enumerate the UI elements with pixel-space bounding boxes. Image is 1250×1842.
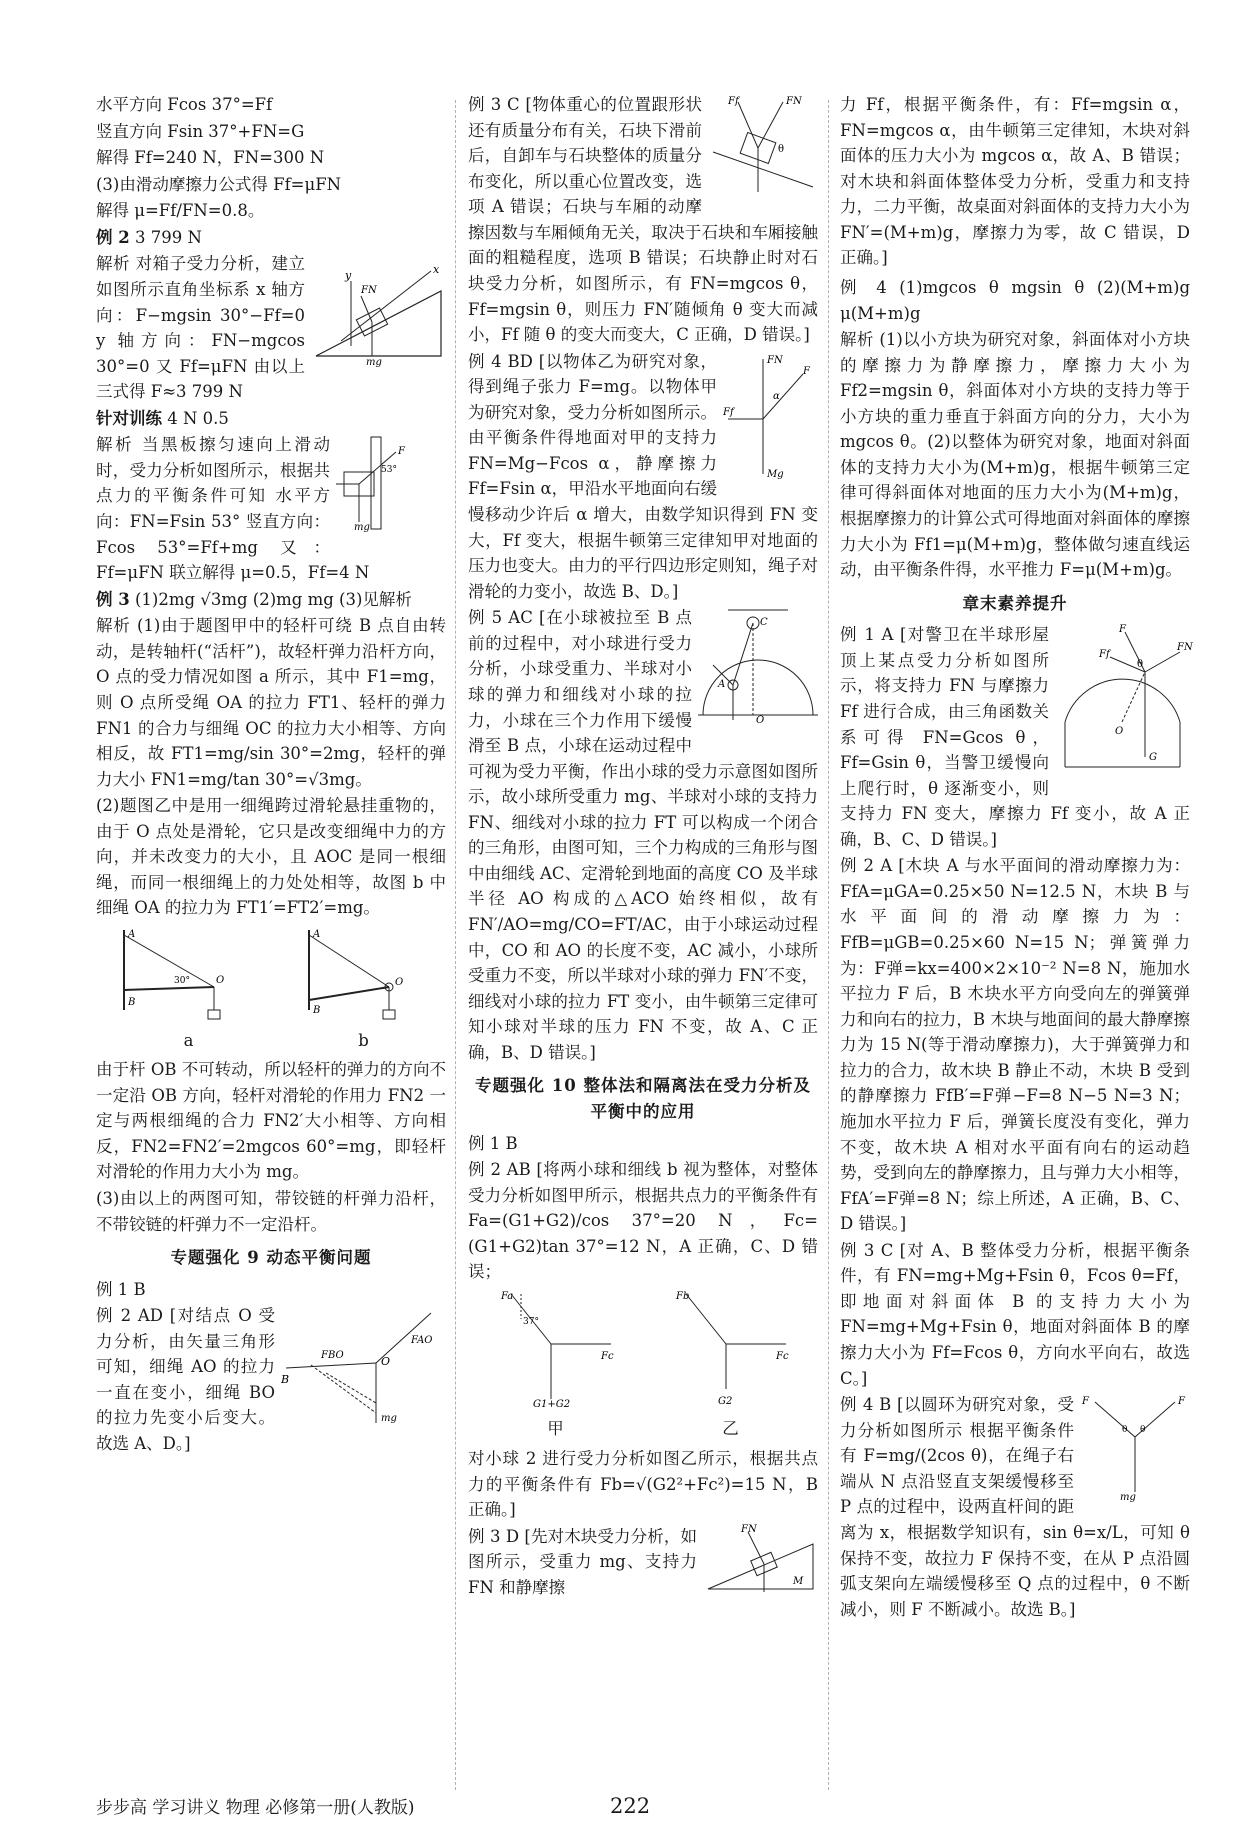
svg-text:y: y [345, 269, 352, 283]
svg-text:G2: G2 [717, 1395, 732, 1407]
col1-line2: 竖直方向 Fsin 37°+FN=G [96, 121, 305, 141]
svg-text:FN: FN [767, 354, 783, 366]
svg-text:FN: FN [361, 285, 377, 297]
column-3 [840, 92, 1193, 1623]
rod-figure-a [114, 925, 264, 1053]
training-answer: 4 N 0.5 [167, 408, 229, 428]
svg-text:θ: θ [1122, 1425, 1128, 1436]
section-10-example-1: 例 1 B [468, 1133, 518, 1153]
page-number: 222 [610, 1794, 651, 1818]
figure-jia-caption: 甲 [547, 1419, 564, 1439]
svg-text:O: O [394, 977, 403, 988]
section-9-example-1: 例 1 B [96, 1279, 146, 1299]
column-1 [96, 92, 446, 1458]
svg-text:α: α [773, 390, 780, 402]
chapter-example-3: 例 3 C [对 A、B 整体受力分析，根据平衡条件，有 FN=mg+Mg+Fsin θ，Fcos θ=Ff，即地面对斜面体 B 的支持力大小为 FN=mg+Mg+Fsin θ，地面对斜面体 B 的摩擦力大小为 Ff=Fcos θ，方向水平向右，故选 C。] [840, 1240, 1190, 1388]
example-2-solution: 解析 对箱子受力分析，建立如图所示直角坐标系 x 轴方向：F−mgsin 30°−Ff=0 y 轴方向：FN−mgcos 30°=0 又 Ff=μFN 由以上三式得 F≈3 799 N [96, 254, 305, 402]
hinged-rod-figure [114, 925, 264, 1020]
svg-text:53°: 53° [381, 465, 397, 476]
svg-text:B: B [312, 1005, 320, 1016]
svg-text:A: A [312, 929, 320, 940]
svg-text:A: A [718, 679, 726, 691]
svg-text:Ff: Ff [723, 406, 734, 418]
svg-text:Fc: Fc [775, 1350, 789, 1362]
training-solution: 解析 当黑板擦匀速向上滑动时，受力分析如图所示，根据共点力的平衡条件可知 水平方向：FN=Fsin 53° 竖直方向：Fcos 53°=Ff+mg 又：Ff=μFN 联立解得 μ=0.5，Ff=4 N [96, 435, 370, 583]
svg-text:G1+G2: G1+G2 [532, 1398, 570, 1410]
box-incline-force-figure [311, 251, 446, 369]
svg-text:O: O [381, 1355, 391, 1369]
whole-body-force-figure [491, 1289, 621, 1409]
ring-rope-figure [1080, 1392, 1190, 1502]
svg-text:FN: FN [741, 1523, 757, 1535]
svg-text:O: O [215, 975, 224, 986]
svg-text:FN: FN [786, 96, 802, 107]
svg-text:Fc: Fc [600, 1350, 614, 1362]
svg-text:37°: 37° [522, 1316, 539, 1327]
section-9-example-2: 例 2 AD [对结点 O 受力分析，由矢量三角形可知，细绳 AO 的拉力一直在变小，细绳 BO 的拉力先变小后变大。故选 A、D。] [96, 1306, 275, 1453]
svg-text:θ: θ [1137, 659, 1144, 671]
example-3-solution-1: 解析 (1)由于题图甲中的轻杆可绕 B 点自由转动，是转轴杆(“活杆”)，故轻杆弹力沿杆方向，O 点的受力情况如图 a 所示，其中 F1=mg，则 O 点所受绳 OA 的拉力 FT1、轻杆的弹力 FN1 的合力与细绳 OC 的拉力大小相等、方向相反，故 FT1=mg/sin 30°=2mg，轻杆的弹力大小 FN1=mg/tan 30°=√3mg。 [96, 616, 446, 789]
hemisphere-ball-figure [698, 605, 818, 730]
section-10-example-2b: 对小球 2 进行受力分析如图乙所示，根据共点力的平衡条件有 Fb=√(G2²+Fc²)=15 N，B 正确。] [468, 1449, 818, 1520]
svg-text:O: O [1115, 726, 1124, 738]
svg-text:M: M [793, 1575, 804, 1587]
chapter-example-2: 例 2 A [木块 A 与水平面间的滑动摩擦力为：FfA=μGA=0.25×50 N=12.5 N，木块 B 与水平面间的滑动摩擦力为：FfB=μGB=0.25×60 N=15 N；弹簧弹力为：F弹=kx=400×2×10⁻² N=8 N，施加水平拉力 F 后，B 木块水平方向受向左的弹簧弹力和向右的拉力，B 木块与地面间的最大静摩擦力为 15 N(等于滑动摩擦力)，大于弹簧弹力和拉力的合力，故木块 B 静止不动，木块 B 受到的静摩擦力 FfB′=F弹−F=8 N−5 N=3 N；施加水平拉力 F 后，弹簧长度没有变化，弹力不变，故木块 A 相对水平面有向右的运动趋势，受到向左的静摩擦力，且与弹力大小相等，FfA′=F弹=8 N；综上所述，A 正确，B、C、D 错误。] [840, 856, 1190, 1234]
guard-on-dome-figure [1055, 622, 1193, 772]
example-2-label: 例 2 [96, 227, 130, 247]
svg-text:F: F [1119, 624, 1126, 636]
col2-example-3: 例 3 C [物体重心的位置跟形状还有质量分布有关，石块下滑前后，自卸车与石块整体的质量分布变化，所以重心位置改变，选项 A 错误；石块与车厢的动摩擦因数与车厢倾角无关，取决于石块和车厢接触面的粗糙程度，选项 B 错误；石块静止时对石块受力分析，如图所示，有 FN=mgcos θ，Ff=mgsin θ，则压力 FN′随倾角 θ 变大而减小，Ff 随 θ 的变大而变大，C 正确，D 错误。] [468, 95, 818, 345]
col2-example-5: 例 5 AC [在小球被拉至 B 点前的过程中，对小球进行受力分析，小球受重力、半球对小球的弹力和细线对小球的拉力，小球在三个力作用下缓慢滑至 B 点，小球在运动过程中可视为受力平衡，作出小球的受力示意图如图所示，故小球所受重力 mg、半球对小球的支持力 FN、细线对小球的拉力 FT 可以构成一个闭合的三角形，由图可知，三个力构成的三角形与图中由细线 AC、定滑轮到地面的高度 CO 及半球半径 AO 构成的△ACO 始终相似，故有 FN′/AO=mg/CO=FT/AC，由于小球运动过程中，CO 和 AO 的长度不变，AC 减小，小球所受重力不变，所以半球对小球的弹力 FN′不变，细线对小球的拉力 FT 变小，由牛顿第三定律可知小球对半球的压力 FN 不变，故 A、C 正确，B、D 错误。] [468, 608, 818, 1062]
svg-text:mg: mg [366, 357, 382, 369]
whole-isolation-figures-row [468, 1289, 818, 1442]
block-on-wedge-figure [703, 1524, 818, 1594]
svg-text:FN: FN [1177, 642, 1193, 654]
example-3-label: 例 3 [96, 589, 130, 609]
svg-text:x: x [433, 263, 440, 277]
section-10-example-2: 例 2 AB [将两小球和细线 b 视为整体，对整体受力分析如图甲所示，根据共点力的平衡条件有 Fa=(G1+G2)/cos 37°=20 N，Fc=(G1+G2)tan 37°=12 N，A 正确，C、D 错误； [468, 1160, 818, 1282]
col1-line1: 水平方向 Fcos 37°=Ff [96, 95, 273, 114]
dump-truck-stone-figure [708, 92, 818, 202]
col1-line3: 解得 Ff=240 N，FN=300 N [96, 148, 325, 168]
training-header [96, 406, 446, 432]
example-3-header [96, 587, 446, 613]
col2-example-4: 例 4 BD [以物体乙为研究对象，得到绳子张力 F=mg。以物体甲为研究对象，受力分析如图所示。由平衡条件得地面对甲的支持力 FN=Mg−Fcos α，静摩擦力 Ff=Fsin α，甲沿水平地面向右缓慢移动少许后 α 增大，由数学知识得到 FN 变大，Ff 变大，根据牛顿第三定律知甲对地面的压力也变大。由力的平行四边形定则知，绳子对滑轮的力变小，故选 B、D。] [468, 351, 818, 601]
svg-text:Fb: Fb [675, 1290, 689, 1302]
knot-vector-triangle-figure [281, 1303, 446, 1428]
example-3-solution-4: (3)由以上的两图可知，带铰链的杆弹力沿杆，不带铰链的杆弹力不一定沿杆。 [96, 1188, 446, 1234]
column-divider-2 [828, 100, 829, 1790]
svg-text:B: B [281, 1373, 290, 1387]
figure-yi-caption: 乙 [722, 1419, 739, 1439]
svg-text:mg: mg [354, 522, 370, 534]
svg-text:θ: θ [1140, 1425, 1146, 1436]
col1-line4: (3)由滑动摩擦力公式得 Ff=μFN [96, 174, 342, 194]
section-10-example-3: 例 3 D [先对木块受力分析，如图所示，受重力 mg、支持力 FN 和静摩擦 [468, 1526, 697, 1597]
col3-example-4-solution: 解析 (1)以小方块为研究对象，斜面体对小方块的摩擦力为静摩擦力，摩擦力大小为 Ff2=mgsin θ，斜面体对小方块的支持力等于小方块的重力垂直于斜面方向的分力，大小为 mgcos θ。(2)以整体为研究对象，地面对斜面体的支持力大小为(M+m)g，根据牛顿第三定律可得斜面体对地面的压力大小为(M+m)g，根据摩擦力的计算公式可得地面对斜面体的摩擦力大小为 Ff1=μ(M+m)g，整体做匀速直线运动，由平衡条件得，水平推力 F=μ(M+m)g。 [840, 330, 1190, 580]
svg-text:θ: θ [778, 144, 785, 155]
rod-figures-row [96, 925, 446, 1053]
svg-text:FAO: FAO [411, 1335, 433, 1347]
svg-text:Ff: Ff [728, 96, 739, 107]
svg-text:FBO: FBO [321, 1350, 344, 1362]
svg-text:mg: mg [381, 1413, 397, 1425]
example-3-solution-3: 由于杆 OB 不可转动，所以轻杆的弹力的方向不一定沿 OB 方向，轻杆对滑轮的作用力 FN2 一定与两根细绳的合力 FN2′大小相等、方向相反，FN2=FN2′=2mgcos 60°=mg，即轻杆对滑轮的作用力大小为 mg。 [96, 1060, 446, 1182]
example-2-header [96, 225, 446, 251]
figure-b-caption: b [358, 1030, 369, 1050]
col3-example-4-header: 例 4 (1)mgcos θ mgsin θ (2)(M+m)g μ(M+m)g [840, 277, 1190, 323]
rod-figure-b [299, 925, 429, 1053]
ball-2-force-figure [666, 1289, 796, 1409]
example-2-answer: 3 799 N [134, 227, 202, 247]
svg-text:F: F [398, 446, 405, 458]
chapter-example-1: 例 1 A [对警卫在半球形屋顶上某点受力分析如图所示，将支持力 FN 与摩擦力 Ff 进行合成，由三角函数关系可得 FN=Gcos θ，Ff=Gsin θ，当警卫缓慢向上爬行时，θ 逐渐变小，则支持力 FN 变大，摩擦力 Ff 变小，故 A 正确，B、C、D 错误。] [840, 625, 1190, 849]
svg-text:G: G [1149, 752, 1157, 764]
svg-text:F: F [803, 365, 810, 377]
svg-text:F: F [1178, 1396, 1185, 1408]
footer-book-title: 步步高 学习讲义 物理 必修第一册(人教版) [96, 1798, 415, 1818]
figure-yi [666, 1289, 796, 1442]
column-divider-1 [455, 100, 456, 1790]
svg-text:F: F [1082, 1396, 1089, 1408]
chapter-example-4: 例 4 B [以圆环为研究对象，受力分析如图所示 根据平衡条件有 F=mg/(2cos θ)，在绳子右端从 N 点沿竖直支架缓慢移至 P 点的过程中，设两直杆间的距离为 x，根据数学知识有，sin θ=x/L，可知 θ 保持不变，故拉力 F 保持不变，在从 P 点沿圆弧支架向左端缓慢移至 Q 点的过程中，θ 不断减小，则 F 不断减小。故选 B。] [840, 1395, 1190, 1619]
svg-text:A: A [127, 929, 135, 940]
svg-text:O: O [756, 715, 765, 727]
example-3-answer: (1)2mg √3mg (2)mg mg (3)见解析 [134, 589, 412, 609]
svg-text:Mg: Mg [767, 468, 784, 480]
svg-text:Ff: Ff [1099, 649, 1110, 661]
training-label: 针对训练 [96, 408, 162, 428]
col1-line5: 解得 μ=Ff/FN=0.8。 [96, 201, 265, 221]
figure-a-caption: a [183, 1030, 194, 1050]
svg-text:B: B [127, 997, 135, 1008]
chapter-review-title: 章末素养提升 [962, 593, 1068, 613]
column-2 [468, 92, 818, 1601]
pulley-rod-figure [299, 925, 429, 1020]
example-3-solution-2: (2)题图乙中是用一细绳跨过滑轮悬挂重物的，由于 O 点处是滑轮，它只是改变细绳中力的方向，并未改变力的大小，且 AOC 是同一根细绳，而同一根细绳上的力处处相等，故图 b 中细绳 OA 的拉力为 FT1′=FT2′=mg。 [96, 796, 446, 918]
blackboard-eraser-figure [336, 432, 446, 532]
svg-text:mg: mg [1120, 1492, 1136, 1504]
svg-text:Fa: Fa [500, 1290, 513, 1302]
rope-object-force-figure [723, 349, 818, 479]
section-9-title: 专题强化 9 动态平衡问题 [170, 1248, 372, 1268]
section-10-title: 专题强化 10 整体法和隔离法在受力分析及平衡中的应用 [475, 1076, 811, 1121]
svg-text:C: C [760, 617, 768, 629]
figure-jia [491, 1289, 621, 1442]
svg-text:30°: 30° [173, 976, 190, 986]
col3-continuation: 力 Ff，根据平衡条件，有：Ff=mgsin α，FN=mgcos α，由牛顿第三定律知，木块对斜面体的压力大小为 mgcos α，故 A、B 错误；对木块和斜面体整体受力分析，受重力和支持力，二力平衡，故桌面对斜面体的支持力大小为 FN′=(M+m)g，摩擦力为零，故 C 错误，D 正确。] [840, 95, 1190, 268]
